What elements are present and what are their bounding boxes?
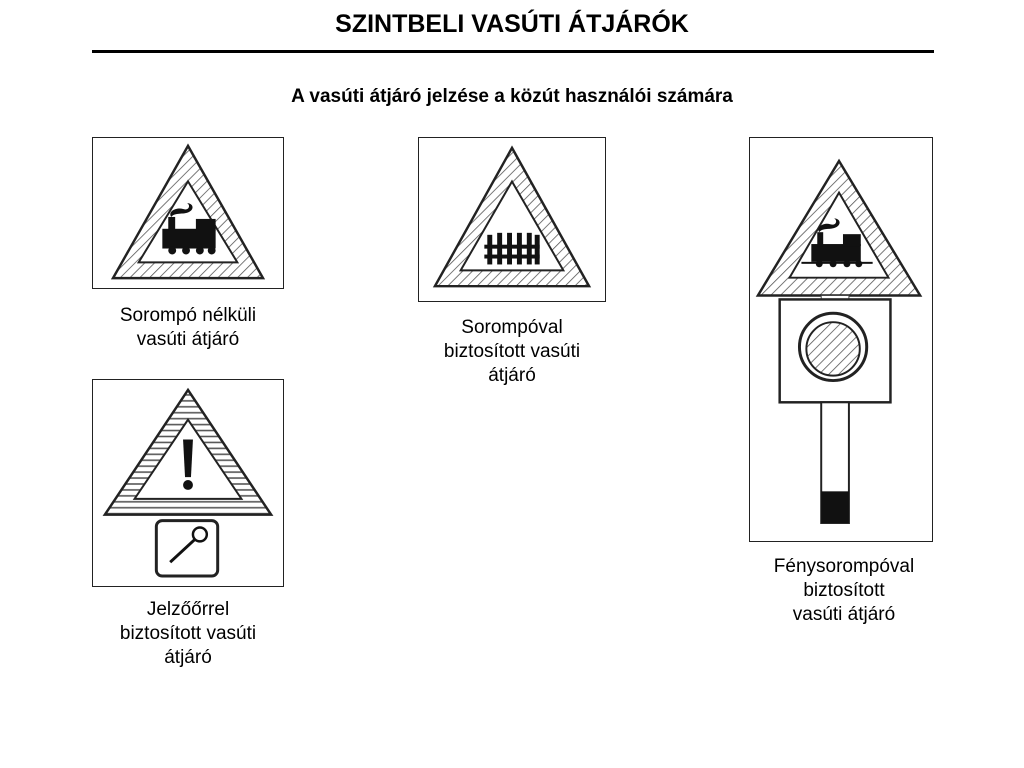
sign-flagman-crossing [92,379,284,587]
barrier-fence-warning-sign-icon [419,138,605,301]
title-divider [92,50,934,53]
sign-caption-no-barrier: Sorompó nélküli vasúti átjáró [119,305,257,350]
sign-light-signal-crossing [749,137,933,542]
sign-barrier-crossing [418,137,606,302]
sign-caption-light-signal: Fénysorompóval biztosított vasúti átjáró [773,556,915,625]
steam-locomotive-warning-sign-icon [93,138,283,288]
light-signal-warning-sign-icon [750,138,932,541]
page-subtitle: A vasúti átjáró jelzése a közút használói számára [291,86,733,107]
sign-caption-barrier: Sorompóval biztosított vasúti átjáró [443,317,581,386]
page-title: SZINTBELI VASÚTI ÁTJÁRÓK [335,10,689,38]
sign-caption-flagman: Jelzőőrrel biztosított vasúti átjáró [119,599,257,668]
sign-no-barrier-crossing [92,137,284,289]
exclamation-warning-sign-icon [93,380,283,586]
